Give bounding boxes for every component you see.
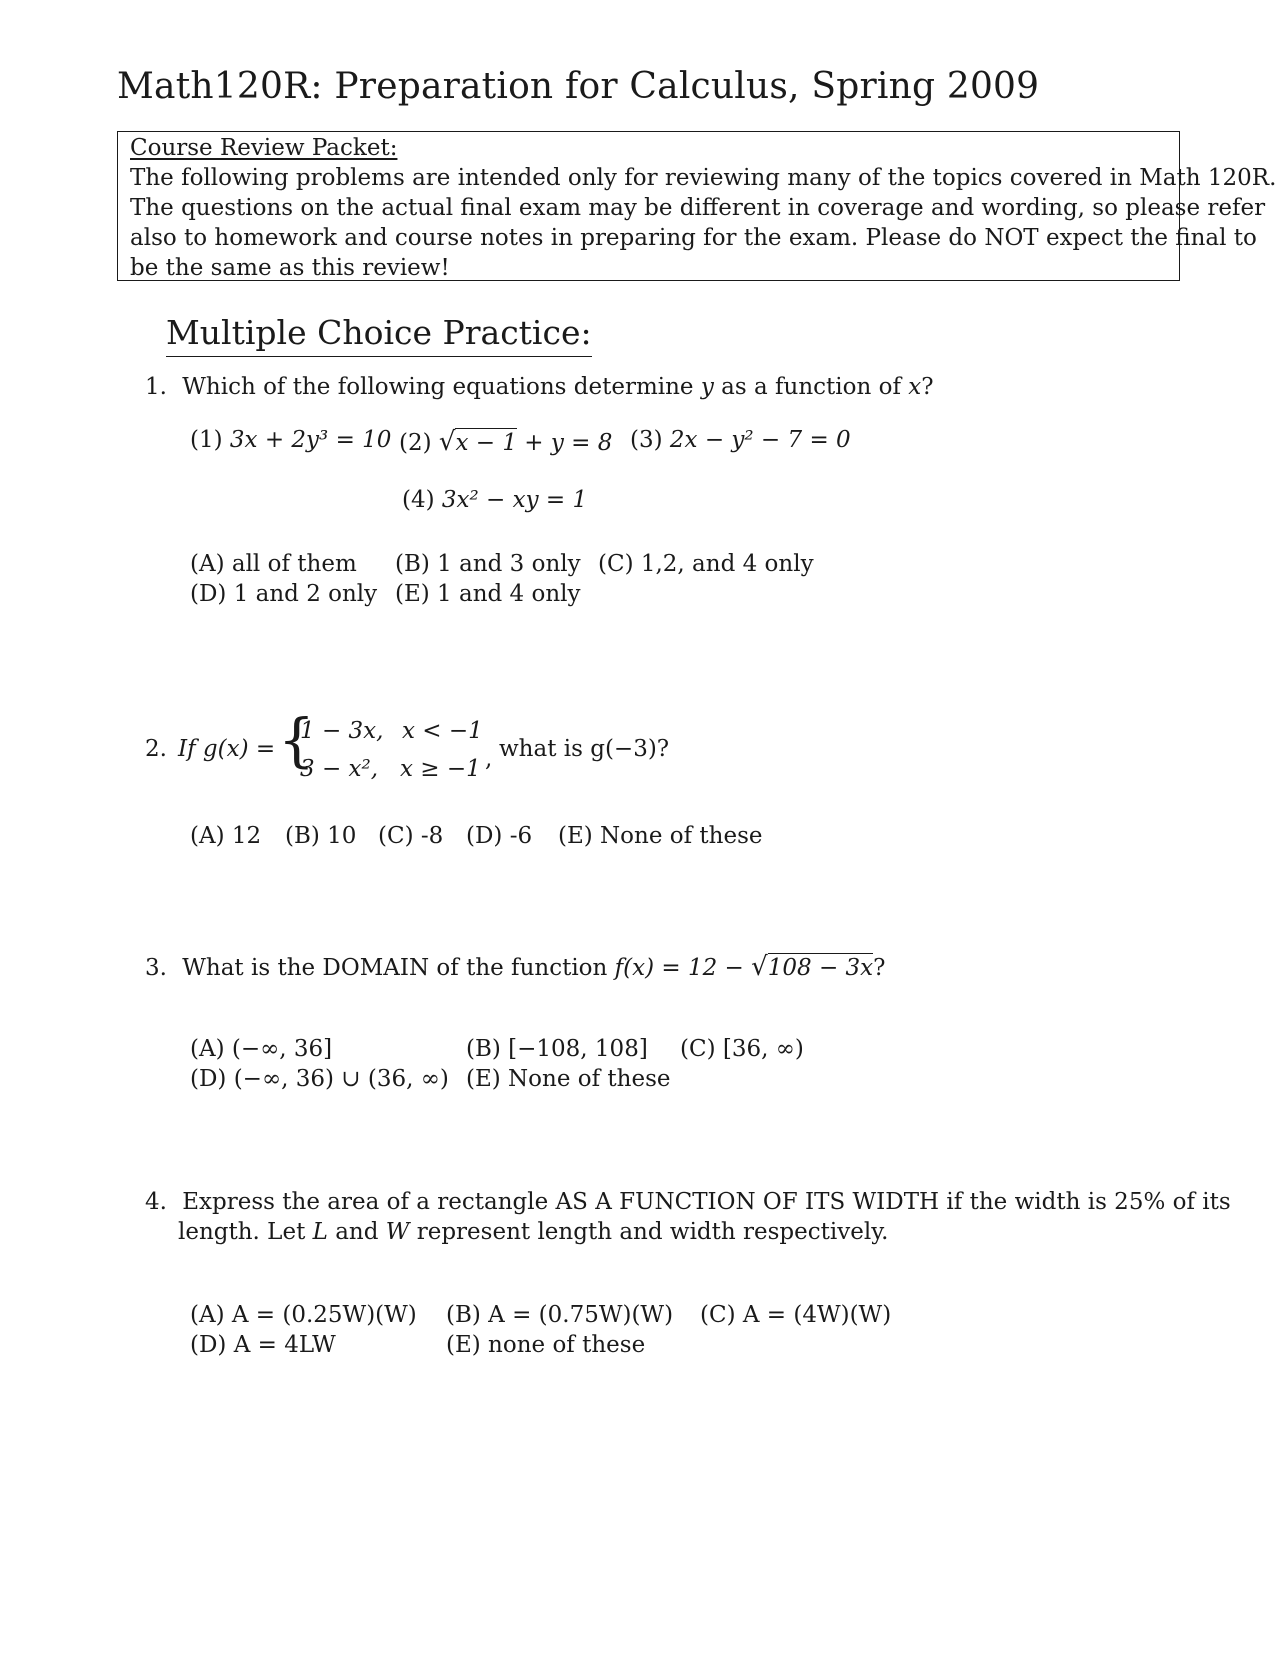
question-text: ? <box>873 955 886 981</box>
sqrt-expression <box>439 427 517 457</box>
question-text: What is the DOMAIN of the function <box>182 955 615 981</box>
choice-c[interactable]: (C) A = (4W)(W) <box>700 1302 892 1328</box>
notice-line: The following problems are intended only for reviewing many of the topics covered in Math 120R. <box>130 165 1277 191</box>
radical-sign: √ <box>438 427 456 457</box>
choice-e[interactable]: (E) none of these <box>446 1332 646 1358</box>
equation-expr: 3x + 2y³ = 10 <box>229 427 392 453</box>
choice-b[interactable]: (B) A = (0.75W)(W) <box>446 1302 674 1328</box>
math-var: y <box>700 374 714 400</box>
choice-c[interactable]: (C) -8 <box>378 823 444 849</box>
case-1-expression: 1 − 3x, <box>300 718 384 744</box>
comma: , <box>485 746 493 772</box>
equation-label: (4) <box>402 487 435 513</box>
choice-e[interactable]: (E) None of these <box>466 1066 671 1092</box>
case-1-condition: x < −1 <box>402 718 483 744</box>
equation-label: (3) <box>630 427 663 453</box>
question-text: ? <box>921 374 934 400</box>
choice-e[interactable]: (E) None of these <box>558 823 763 849</box>
sqrt-expression <box>751 952 873 982</box>
choice-d[interactable]: (D) -6 <box>466 823 533 849</box>
choice-a[interactable]: (A) all of them <box>190 551 357 577</box>
notice-heading: Course Review Packet: <box>130 135 398 161</box>
question-text: what is g(−3)? <box>499 736 670 762</box>
notice-line: also to homework and course notes in preparing for the exam. Please do NOT expect the final to <box>130 225 1257 251</box>
question-3-prompt <box>145 952 885 982</box>
question-number: 2. <box>145 736 167 762</box>
question-text: as a function of <box>713 374 909 400</box>
math-var: x <box>908 374 922 400</box>
piecewise-lhs: If g(x) = <box>178 736 276 762</box>
case-2-condition: x ≥ −1 <box>400 756 481 782</box>
radicand: 108 − 3x <box>767 955 874 981</box>
left-brace: { <box>278 706 315 774</box>
equation-label: (2) <box>399 430 432 456</box>
equation-expr: + y = 8 <box>516 430 613 456</box>
choice-b[interactable]: (B) 1 and 3 only <box>395 551 581 577</box>
case-2-expression: 3 − x², <box>300 756 379 782</box>
choice-d[interactable]: (D) 1 and 2 only <box>190 581 378 607</box>
equation-expr: 3x² − xy = 1 <box>441 487 588 513</box>
math-var: W <box>385 1219 410 1245</box>
question-text: Express the area of a rectangle AS A FUNCTION OF ITS WIDTH if the width is 25% of its <box>182 1189 1231 1215</box>
choice-a[interactable]: (A) (−∞, 36] <box>190 1036 333 1062</box>
section-title: Multiple Choice Practice: <box>166 313 592 357</box>
function-expr: f(x) = 12 − <box>614 955 744 981</box>
radical-sign: √ <box>751 952 768 982</box>
review-notice-box <box>117 131 1277 281</box>
question-1-prompt <box>145 374 934 400</box>
question-number: 4. <box>145 1189 167 1215</box>
choice-a[interactable]: (A) A = (0.25W)(W) <box>190 1302 417 1328</box>
equation-expr: 2x − y² − 7 = 0 <box>669 427 851 453</box>
math-var: L <box>312 1219 328 1245</box>
choice-c[interactable]: (C) 1,2, and 4 only <box>598 551 814 577</box>
question-4-line-1 <box>145 1189 1231 1215</box>
equation-4 <box>402 487 587 513</box>
question-text: represent length and width respectively. <box>409 1219 889 1245</box>
question-number: 3. <box>145 955 167 981</box>
choice-e[interactable]: (E) 1 and 4 only <box>395 581 581 607</box>
question-text: and <box>327 1219 386 1245</box>
equation-1 <box>190 427 391 453</box>
choice-d[interactable]: (D) (−∞, 36) ∪ (36, ∞) <box>190 1066 449 1092</box>
equation-2 <box>399 427 612 457</box>
equation-label: (1) <box>190 427 223 453</box>
choice-a[interactable]: (A) 12 <box>190 823 262 849</box>
choice-d[interactable]: (D) A = 4LW <box>190 1332 336 1358</box>
choice-c[interactable]: (C) [36, ∞) <box>680 1036 804 1062</box>
notice-line: The questions on the actual final exam may be different in coverage and wording, so please refer <box>130 195 1266 221</box>
choice-b[interactable]: (B) [−108, 108] <box>466 1036 648 1062</box>
notice-line: be the same as this review! <box>130 255 450 281</box>
equation-3 <box>630 427 851 453</box>
question-text: length. Let <box>178 1219 313 1245</box>
radicand: x − 1 <box>455 430 517 456</box>
question-4-line-2 <box>178 1219 888 1245</box>
question-text: Which of the following equations determine <box>182 374 701 400</box>
choice-b[interactable]: (B) 10 <box>285 823 357 849</box>
question-number: 1. <box>145 374 167 400</box>
page-title: Math120R: Preparation for Calculus, Spring 2009 <box>117 66 1040 107</box>
